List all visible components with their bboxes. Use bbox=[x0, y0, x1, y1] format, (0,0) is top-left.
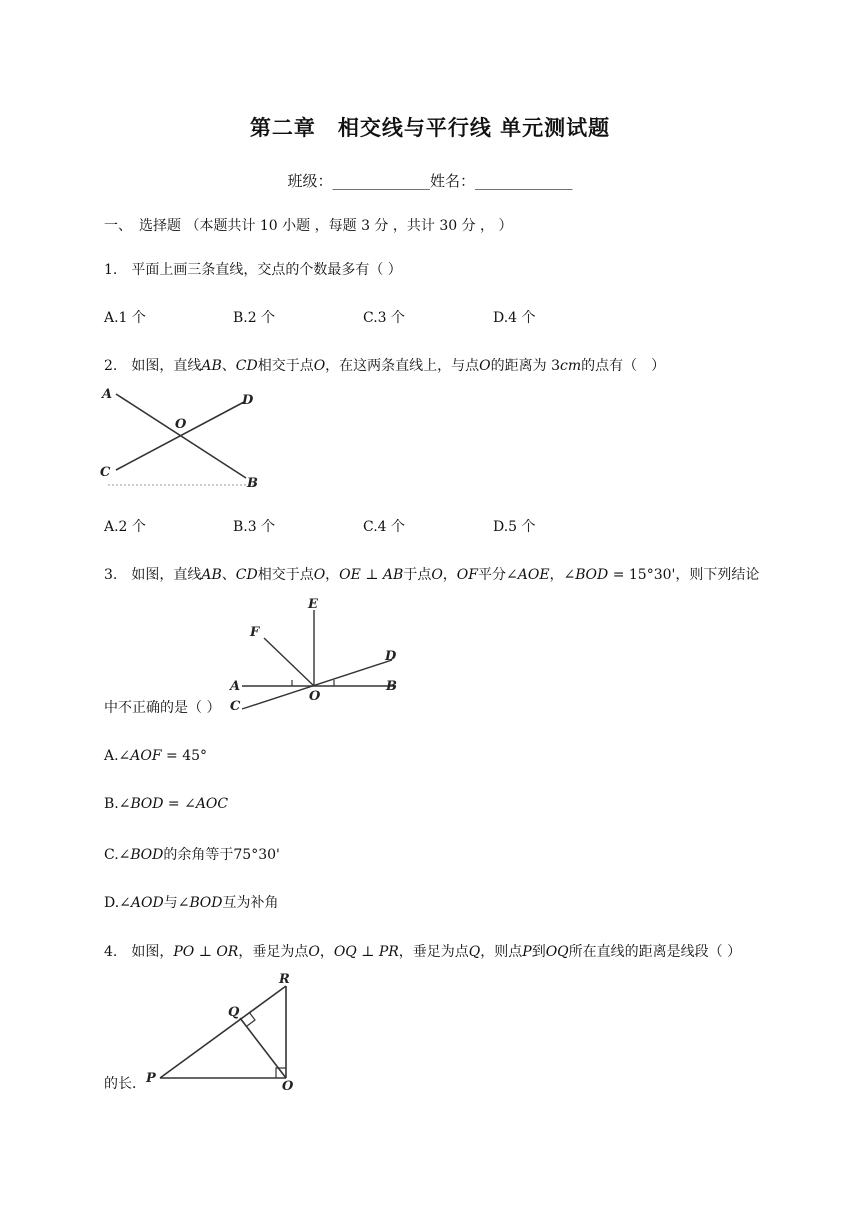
q2-option-a: A.2 个 bbox=[104, 519, 146, 535]
q2-stem: 2. 如图，直线𝐴𝐵、𝐶𝐷相交于点𝑂，在这两条直线上，与点𝑂的距离为 3𝑐𝑚的点有（ ） bbox=[104, 358, 666, 374]
q3-option-a: A.∠𝐴𝑂𝐹 = 45° bbox=[104, 748, 208, 764]
q3-option-d: D.∠𝐴𝑂𝐷与∠𝐵𝑂𝐷互为补角 bbox=[104, 895, 279, 911]
q2-label-a: A bbox=[102, 387, 113, 402]
q4-figure bbox=[140, 968, 305, 1092]
class-name-line: 班级：_____________姓名：_____________ bbox=[287, 172, 573, 190]
q2-line-cd bbox=[116, 402, 244, 470]
q1-option-c: C.3 个 bbox=[363, 310, 406, 326]
q3-label-o: O bbox=[309, 689, 321, 704]
q4-stem: 4. 如图，𝑃𝑂 ⊥ 𝑂𝑅，垂足为点𝑂，𝑂𝑄 ⊥ 𝑃𝑅，垂足为点𝑄，则点𝑃到𝑂𝑄所在直线的距离是线段（ ） bbox=[104, 944, 742, 960]
q3-option-b: B.∠𝐵𝑂𝐷 = ∠𝐴𝑂𝐶 bbox=[104, 796, 229, 812]
q3-stem-tail: 中不正确的是（ ） bbox=[104, 700, 221, 716]
q2-label-c: C bbox=[100, 465, 111, 480]
q2-label-o: O bbox=[175, 417, 187, 432]
q4-label-p: P bbox=[146, 1071, 156, 1086]
q2-figure bbox=[96, 382, 266, 492]
section-heading: 一、 选择题 （本题共计 10 小题 ，每题 3 分 ，共计 30 分 ， ） bbox=[104, 218, 513, 234]
q4-label-r: R bbox=[279, 972, 290, 987]
q1-stem: 1. 平面上画三条直线，交点的个数最多有（ ） bbox=[104, 262, 402, 278]
q4-label-q: Q bbox=[228, 1005, 240, 1020]
q1-option-b: B.2 个 bbox=[233, 310, 276, 326]
q1-option-d: D.4 个 bbox=[493, 310, 536, 326]
q3-label-f: F bbox=[250, 625, 260, 640]
q3-label-e: E bbox=[308, 597, 318, 612]
q2-label-d: D bbox=[242, 393, 254, 408]
q1-option-a: A.1 个 bbox=[104, 310, 146, 326]
q3-label-b: B bbox=[386, 679, 397, 694]
q2-label-b: B bbox=[247, 476, 258, 491]
q3-label-a: A bbox=[230, 679, 241, 694]
q4-label-o: O bbox=[282, 1079, 294, 1092]
page-title: 第二章 相交线与平行线 单元测试题 bbox=[249, 115, 611, 140]
q4-stem-tail: 的长． bbox=[104, 1076, 146, 1092]
q4-segment-pr bbox=[160, 986, 286, 1078]
q3-option-c: C.∠𝐵𝑂𝐷的余角等于75°30' bbox=[104, 847, 280, 863]
q3-ray-of bbox=[264, 638, 314, 686]
q3-figure bbox=[226, 592, 406, 712]
q2-option-c: C.4 个 bbox=[363, 519, 406, 535]
q3-stem: 3. 如图，直线𝐴𝐵、𝐶𝐷相交于点𝑂，𝑂𝐸 ⊥ 𝐴𝐵于点𝑂，𝑂𝐹平分∠𝐴𝑂𝐸，∠𝐵𝑂𝐷 = 15°30'，则下列结论 bbox=[104, 567, 760, 583]
q2-option-b: B.3 个 bbox=[233, 519, 276, 535]
q3-label-c: C bbox=[230, 699, 241, 712]
q2-option-d: D.5 个 bbox=[493, 519, 536, 535]
q4-segment-oq bbox=[240, 1018, 286, 1078]
q3-label-d: D bbox=[385, 649, 397, 664]
